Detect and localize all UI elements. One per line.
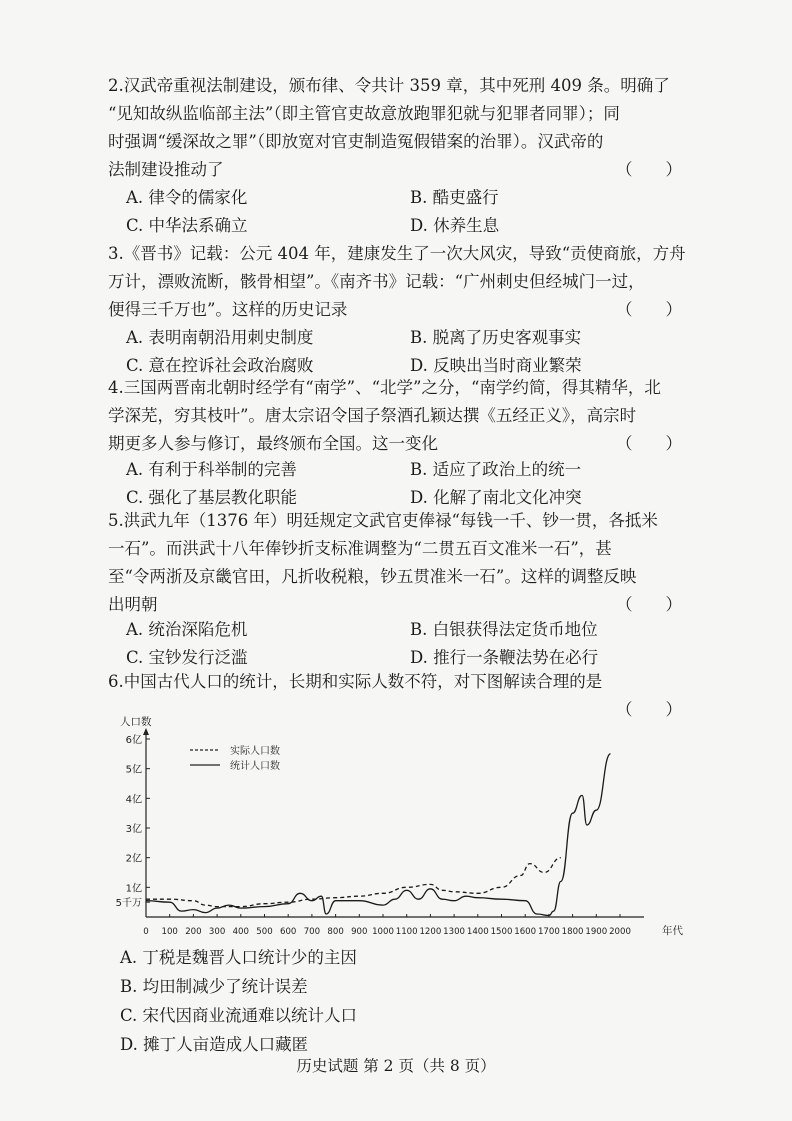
x-tick-label: 800 (327, 927, 344, 937)
question-5-line-1: 5.洪武九年（1376 年）明廷规定文武官吏俸禄“每钱一千、钞一贯，各抵米 (108, 511, 658, 530)
y-tick-label: 1亿 (125, 883, 142, 895)
x-tick-label: 1400 (466, 927, 489, 937)
answer-blank: （ ） (616, 160, 682, 179)
x-tick-label: 1900 (585, 927, 608, 937)
question-3-line-3-text: 便得三千万也”。这样的历史记录 (108, 300, 348, 319)
option-c: C. 宋代因商业流通难以统计人口 (120, 1006, 358, 1025)
y-tick-label: 4亿 (125, 794, 142, 806)
question-4-options (126, 456, 666, 512)
option-b: B. 均田制减少了统计误差 (120, 977, 308, 996)
answer-blank: （ ） (616, 300, 682, 319)
y-tick-label: 5亿 (125, 764, 142, 776)
question-2-options (126, 184, 666, 240)
question-5-line-3: 至“令两浙及京畿官田，凡折收税粮，钞五贯准米一石”。这样的调整反映 (108, 567, 637, 586)
option-b: B. 酷吏盛行 (410, 188, 499, 207)
question-4-line-3 (108, 430, 682, 458)
option-a: A. 丁税是魏晋人口统计少的主因 (120, 948, 357, 967)
option-b: B. 白银获得法定货币地位 (410, 620, 598, 639)
x-tick-label: 1000 (372, 927, 394, 937)
option-c: C. 宝钞发行泛滥 (126, 648, 248, 667)
option-d: D. 化解了南北文化冲突 (410, 488, 582, 507)
population-chart-svg (80, 708, 700, 950)
question-5-line-4 (108, 591, 682, 619)
option-b: B. 脱离了历史客观事实 (410, 328, 582, 347)
y-tick-label: 3亿 (125, 824, 142, 835)
y-axis-label: 人口数 (120, 716, 152, 728)
y-axis-arrow (143, 728, 149, 735)
question-2-line-4 (108, 156, 682, 184)
x-tick-label: 500 (256, 927, 273, 937)
x-tick-label: 200 (185, 927, 202, 937)
question-2-line-3: 时强调“缓深故之罪”（即放宽对官吏制造冤假错案的治罪）。汉武帝的 (108, 132, 604, 151)
question-3 (108, 240, 686, 324)
x-tick-label: 700 (303, 927, 321, 937)
option-a: A. 有利于科举制的完善 (126, 460, 297, 479)
question-3-line-1: 3.《晋书》记载：公元 404 年，建康发生了一次大风灾，导致“贡使商旅，方舟 (108, 244, 686, 263)
x-tick-label: 1300 (443, 927, 466, 937)
option-d: D. 休养生息 (410, 216, 500, 235)
question-4-line-2: 学深芜，穷其枝叶”。唐太宗诏令国子祭酒孔颖达撰《五经正义》，高宗时 (108, 406, 637, 425)
x-tick-label: 1700 (537, 927, 560, 937)
x-tick-label: 100 (161, 927, 178, 937)
x-tick-label: 900 (351, 927, 368, 937)
option-c: C. 中华法系确立 (126, 216, 248, 235)
question-3-line-2: 万计，漂败流断，骸骨相望”。《南齐书》记载：“广州刺史但经城门一过， (108, 272, 645, 291)
x-tick-label: 0 (143, 927, 149, 937)
question-2-line-1: 2.汉武帝重视法制建设，颁布律、令共计 359 章，其中死刑 409 条。明确了 (108, 76, 670, 95)
option-d: D. 反映出当时商业繁荣 (410, 356, 582, 375)
option-a: A. 表明南朝沿用刺史制度 (126, 328, 314, 347)
x-tick-label: 1800 (561, 927, 584, 937)
option-a: A. 统治深陷危机 (126, 620, 248, 639)
x-tick-label: 1600 (514, 927, 537, 937)
question-3-line-3 (108, 296, 682, 324)
page-footer: 历史试题 第 2 页（共 8 页） (296, 1057, 496, 1075)
question-5-line-4-text: 出明朝 (108, 595, 158, 614)
option-c: C. 意在控诉社会政治腐败 (126, 356, 314, 375)
option-a: A. 律令的儒家化 (126, 188, 248, 207)
x-tick-label: 300 (208, 927, 226, 937)
question-3-options (126, 324, 666, 380)
series-line-recorded (146, 754, 611, 916)
question-6-line-1: 6.中国古代人口的统计，长期和实际人数不符，对下图解读合理的是 (108, 672, 603, 691)
question-5-line-2: 一石”。而洪武十八年俸钞折支标准调整为“二贯五百文准米一石”，甚 (108, 539, 612, 558)
question-4-line-1: 4.三国两晋南北朝时经学有“南学”、“北学”之分，“南学约简，得其精华，北 (108, 378, 661, 397)
option-b: B. 适应了政治上的统一 (410, 460, 582, 479)
answer-blank: （ ） (616, 595, 682, 614)
option-d: D. 摊丁人亩造成人口藏匿 (120, 1035, 309, 1054)
x-tick-label: 400 (232, 927, 250, 937)
question-4 (108, 374, 682, 458)
x-tick-label: 1500 (490, 927, 513, 937)
question-2-line-4-text: 法制建设推动了 (108, 160, 224, 179)
legend-label: 统计人口数 (230, 761, 280, 772)
x-tick-label: 600 (279, 927, 297, 937)
population-chart (80, 708, 700, 950)
question-6-options (120, 944, 660, 1060)
option-d: D. 推行一条鞭法势在必行 (410, 648, 599, 667)
legend-label: 实际人口数 (230, 746, 280, 757)
y-tick-label: 6亿 (125, 735, 142, 746)
question-2-line-2: “见知故纵监临部主法”（即主管官吏故意放跑罪犯就与犯罪者同罪）；同 (108, 104, 620, 123)
question-5-options (126, 616, 666, 672)
x-tick-label: 1100 (395, 927, 418, 937)
x-axis-label: 年代 (662, 925, 683, 937)
option-c: C. 强化了基层教化职能 (126, 488, 298, 507)
x-tick-label: 2000 (609, 927, 631, 937)
question-5 (108, 507, 682, 619)
x-tick-label: 1200 (419, 927, 442, 937)
answer-blank: （ ） (616, 700, 682, 719)
question-2 (108, 72, 682, 184)
question-4-line-3-text: 期更多人参与修订，最终颁布全国。这一变化 (108, 434, 438, 453)
answer-blank: （ ） (616, 434, 682, 453)
y-tick-label: 2亿 (125, 853, 142, 865)
y-tick-label: 5千万 (115, 898, 142, 910)
